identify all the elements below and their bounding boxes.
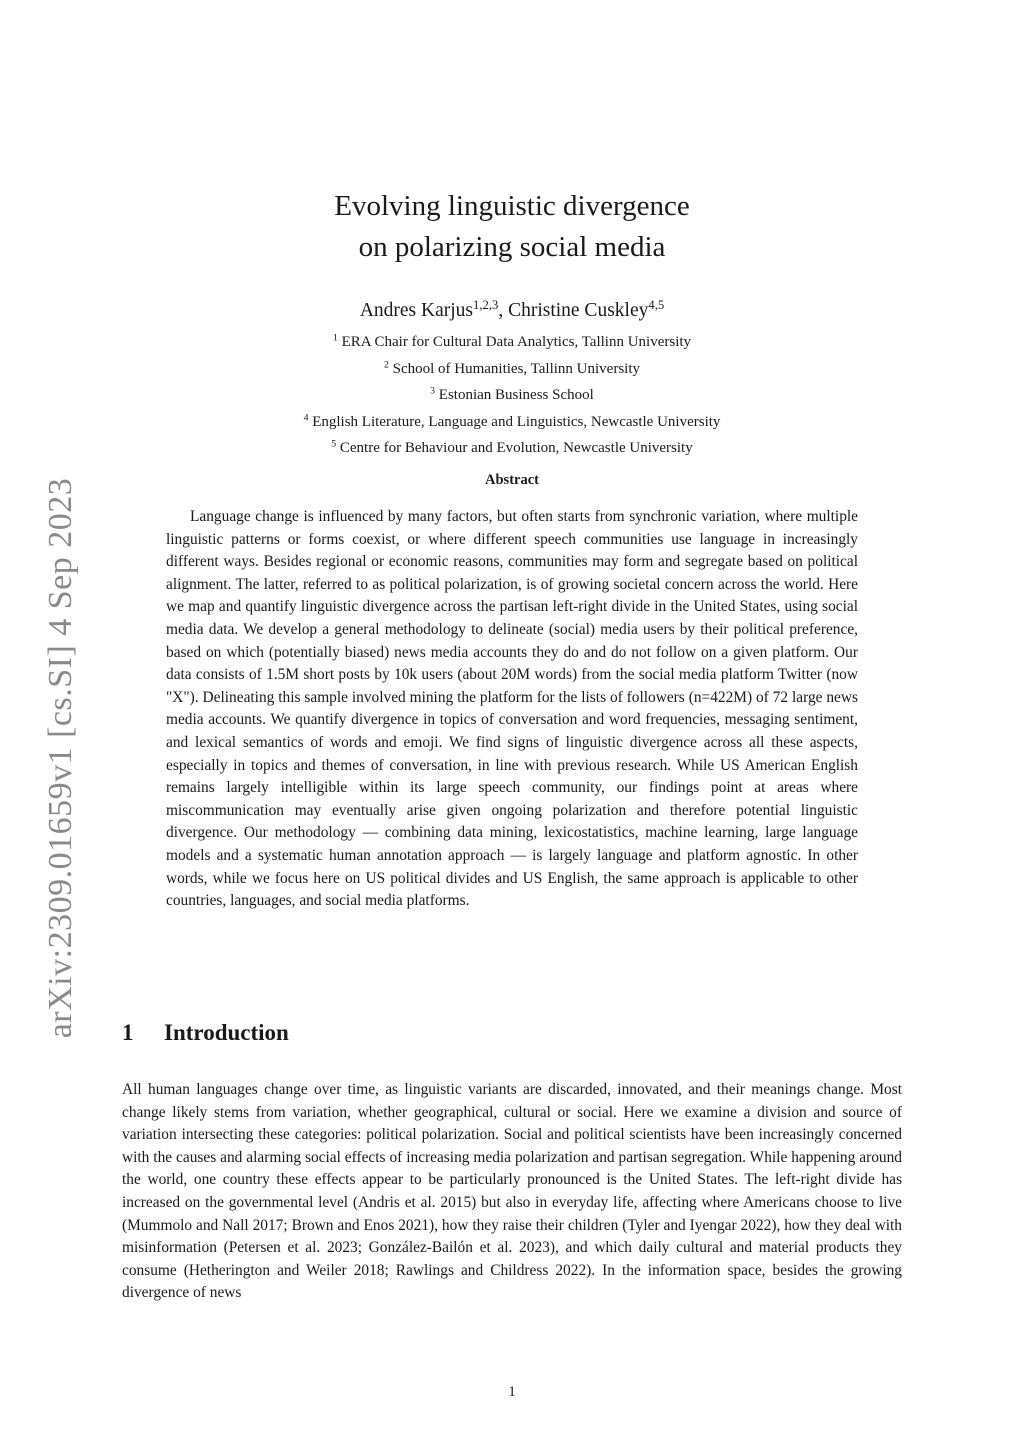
paper-title (0, 186, 1024, 268)
affiliation (0, 437, 1024, 464)
abstract-heading: Abstract (485, 472, 539, 488)
author-list (0, 300, 1024, 322)
author-affiliation-marks: 1,2,3 (473, 298, 499, 313)
affiliation-text: ERA Chair for Cultural Data Analytics, Tallinn University (341, 334, 692, 350)
affiliation-text: English Literature, Language and Linguistics, Newcastle University (312, 413, 721, 430)
page-number: 1 (508, 1384, 516, 1400)
affiliation-number: 4 (303, 412, 309, 424)
title-line-2: on polarizing social media (358, 231, 666, 263)
section-number: 1 (122, 1020, 134, 1045)
author-name: Andres Karjus (359, 300, 473, 321)
affiliation-number: 3 (430, 385, 436, 397)
affiliation (0, 331, 1024, 358)
affiliation-text: Centre for Behaviour and Evolution, Newcastle University (339, 440, 693, 456)
affiliation (0, 358, 1024, 385)
affiliation-text: School of Humanities, Tallinn University (392, 360, 641, 377)
title-line-1: Evolving linguistic divergence (334, 190, 690, 222)
introduction-paragraph: All human languages change over time, as linguistic variants are discarded, innovated, and their meanings change. Most change likely stems from variation, whether geographical, cultural or social. Here we examine a division and source of variation intersecting these categories: political polarization. Social and political scientists have been increasingly concerned with the causes and alarming social effects of increasing media polarization and partisan segregation. While happening around the world, one country these effects appear to be particularly pronounced is the United States. The left-right divide has increased on the governmental level (Andris et al. 2015) but also in everyday life, affecting where Americans choose to live (Mummolo and Nall 2017; Brown and Enos 2021), how they raise their children (Tyler and Iyengar 2022), how they deal with misinformation (Petersen et al. 2023; González-Bailón et al. 2023), and which daily cultural and material products they consume (Hetherington and Weiler 2018; Rawlings and Childress 2022). In the information space, besides the growing divergence of news (122, 1081, 902, 1302)
section-heading (122, 1020, 289, 1046)
author-affiliation-marks: 4,5 (648, 298, 665, 313)
affiliation-number: 5 (331, 438, 337, 450)
affiliation (0, 384, 1024, 411)
author-name: Christine Cuskley (508, 300, 649, 321)
abstract-text: Language change is influenced by many factors, but often starts from synchronic variation, where multiple linguistic patterns or forms coexist, or where different speech communities use language in increasingly different ways. Besides regional or economic reasons, communities may form and segregate based on political alignment. The latter, referred to as political polarization, is of growing societal concern across the world. Here we map and quantify linguistic divergence across the partisan left-right divide in the United States, using social media data. We develop a general methodology to delineate (social) media users by their political preference, based on which (potentially biased) news media accounts they do and do not follow on a given platform. Our data consists of 1.5M short posts by 10k users (about 20M words) from the social media platform Twitter (now "X"). Delineating this sample involved mining the platform for the lists of followers (n=422M) of 72 large news media accounts. We quantify divergence in topics of conversation and word frequencies, messaging sentiment, and lexical semantics of words and emoji. We find signs of linguistic divergence across all these aspects, especially in topics and themes of conversation, in line with previous research. While US American English remains largely intelligible within its large speech community, our findings point at areas where miscommunication may eventually arise given ongoing polarization and therefore potential linguistic divergence. Our methodology — combining data mining, lexicostatistics, machine learning, large language models and a systematic human annotation approach — is largely language and platform agnostic. In other words, while we focus here on US political divides and US English, the same approach is applicable to other countries, languages, and social media platforms. (166, 508, 858, 910)
affiliation-list (0, 331, 1024, 464)
affiliation-number: 1 (332, 332, 338, 344)
affiliation-number: 2 (383, 359, 389, 371)
arxiv-identifier: arXiv:2309.01659v1 [cs.SI] 4 Sep 2023 (42, 477, 79, 1039)
author-separator: , (498, 300, 509, 321)
affiliation (0, 411, 1024, 438)
affiliation-text: Estonian Business School (438, 387, 594, 403)
section-title: Introduction (164, 1020, 289, 1045)
